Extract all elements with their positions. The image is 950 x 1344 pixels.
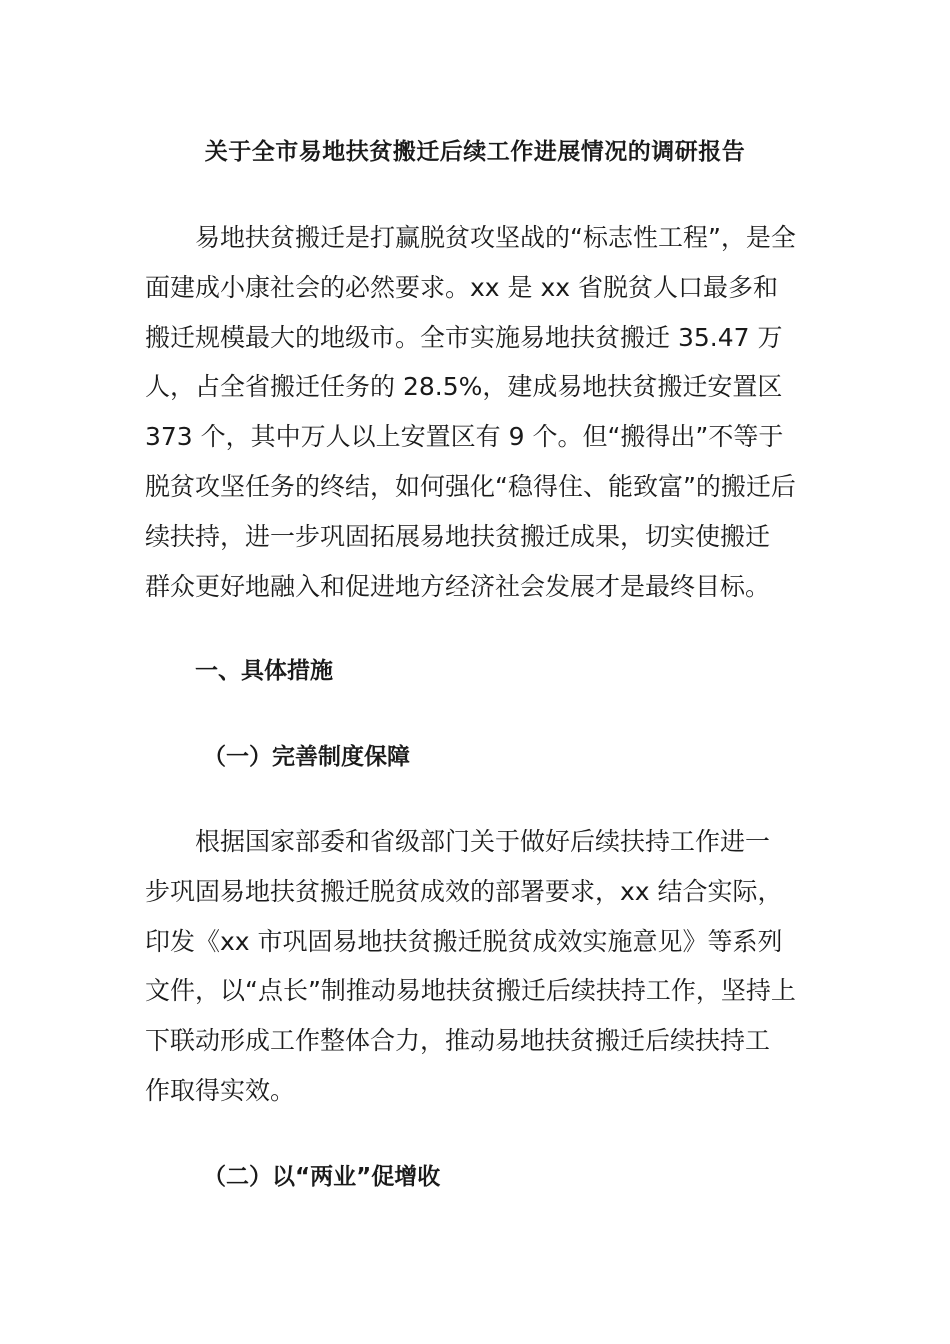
text-line: 印发《xx 市巩固易地扶贫搬迁脱贫成效实施意见》等系列 bbox=[145, 926, 783, 956]
text-line: 搬迁规模最大的地级市。全市实施易地扶贫搬迁 35.47 万 bbox=[145, 322, 783, 352]
intro-paragraph bbox=[145, 213, 810, 611]
text-line: 面建成小康社会的必然要求。xx 是 xx 省脱贫人口最多和 bbox=[145, 272, 779, 302]
text-line: 根据国家部委和省级部门关于做好后续扶持工作进一 bbox=[195, 827, 771, 856]
text-line: 续扶持，进一步巩固拓展易地扶贫搬迁成果，切实使搬迁 bbox=[145, 521, 771, 551]
text-line: 易地扶贫搬迁是打赢脱贫攻坚战的“标志性工程”，是全 bbox=[195, 223, 796, 252]
document-title: 关于全市易地扶贫搬迁后续工作进展情况的调研报告 bbox=[204, 139, 746, 165]
text-line: 下联动形成工作整体合力，推动易地扶贫搬迁后续扶持工 bbox=[145, 1026, 771, 1056]
section-heading: 一、具体措施 bbox=[195, 658, 333, 684]
subsection-heading: （二）以“两业”促增收 bbox=[203, 1164, 441, 1190]
text-line: 群众更好地融入和促进地方经济社会发展才是最终目标。 bbox=[145, 571, 771, 601]
text-line: 作取得实效。 bbox=[145, 1075, 296, 1105]
subsection1-paragraph bbox=[145, 817, 810, 1116]
subsection-heading: （一）完善制度保障 bbox=[203, 744, 410, 770]
text-line: 373 个，其中万人以上安置区有 9 个。但“搬得出”不等于 bbox=[145, 422, 784, 452]
text-line: 文件，以“点长”制推动易地扶贫搬迁后续扶持工作，坚持上 bbox=[145, 976, 796, 1006]
text-line: 人，占全省搬迁任务的 28.5%，建成易地扶贫搬迁安置区 bbox=[145, 372, 783, 402]
text-line: 脱贫攻坚任务的终结，如何强化“稳得住、能致富”的搬迁后 bbox=[145, 471, 796, 501]
text-line: 步巩固易地扶贫搬迁脱贫成效的部署要求，xx 结合实际， bbox=[145, 876, 783, 906]
